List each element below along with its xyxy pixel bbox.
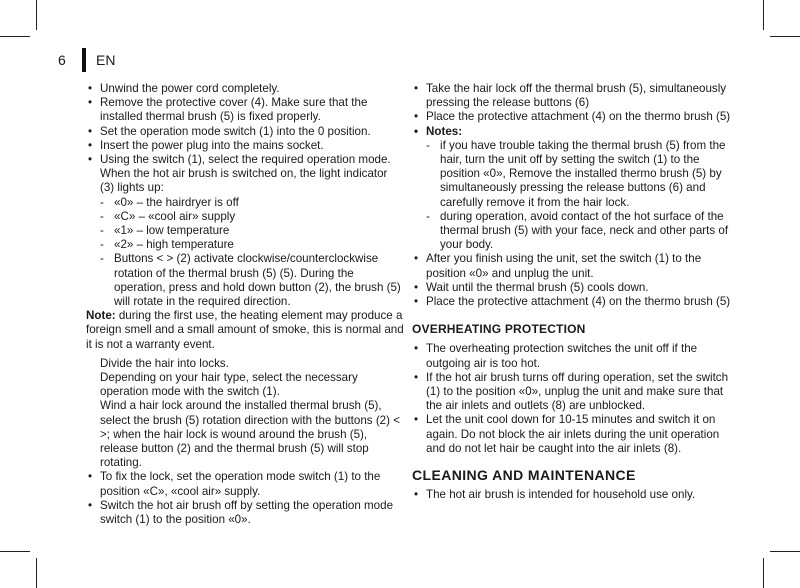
list-item: • Place the protective attachment (4) on the thermo brush (5) [412, 110, 737, 124]
list-item: • Switch the hot air brush off by setting the operation mode switch (1) to the position «0». [86, 499, 404, 527]
note-item: - during operation, avoid contact of the hot surface of the thermal brush (5) with your face, neck and other parts of your body. [412, 210, 737, 253]
cleaning-list [412, 488, 737, 502]
crop-mark [0, 36, 30, 37]
list-item: • Place the protective attachment (4) on the thermo brush (5) [412, 295, 737, 309]
notes-list [412, 139, 737, 253]
mode-item: - Buttons < > (2) activate clockwise/counterclockwise rotation of the thermal brush (5) (5). During the operation, press and hold down button (2), the brush (5) will rotate in the required direction. [86, 252, 404, 309]
instruction-list [86, 470, 404, 527]
crop-mark [36, 0, 37, 30]
crop-mark [763, 558, 764, 588]
note-item: - if you have trouble taking the thermal brush (5) from the hair, turn the unit off by setting the switch (1) to the position «0», Remove the installed thermo brush (5) by simultaneously pressing the release buttons (6) and carefully remove it from the hair lock. [412, 139, 737, 210]
list-item: • Unwind the power cord completely. [86, 82, 404, 96]
cleaning-heading: CLEANING AND MAINTENANCE [412, 467, 636, 484]
step-text: Divide the hair into locks. [100, 356, 229, 370]
list-item: • After you finish using the unit, set the switch (1) to the position «0» and unplug the unit. [412, 252, 737, 280]
list-item: • Take the hair lock off the thermal brush (5), simultaneously pressing the release buttons (6) [412, 82, 737, 110]
page-number: 6 [58, 51, 66, 68]
language-code: EN [96, 51, 116, 68]
mode-item: - «1» – low temperature [86, 224, 404, 238]
left-column [86, 82, 404, 527]
instruction-list [412, 82, 737, 139]
list-item: • The overheating protection switches the unit off if the outgoing air is too hot. [412, 342, 737, 370]
list-item: • Let the unit cool down for 10-15 minutes and switch it on again. Do not block the air inlets during the unit operation and do not let hair be caught into the air inlets (8). [412, 413, 737, 456]
mode-item: - «0» – the hairdryer is off [86, 196, 404, 210]
crop-mark [0, 551, 30, 552]
step-text: Depending on your hair type, select the necessary operation mode with the switch (1). [100, 371, 358, 399]
list-item: • Insert the power plug into the mains socket. [86, 139, 404, 153]
crop-mark [763, 0, 764, 30]
notes-label: • Notes: [412, 125, 737, 139]
crop-mark [770, 36, 800, 37]
list-item: • If the hot air brush turns off during operation, set the switch (1) to the position «0», unplug the unit and make sure that the air inlets and outlets (8) are unblocked. [412, 371, 737, 414]
mode-item: - «2» – high temperature [86, 238, 404, 252]
list-item: • Set the operation mode switch (1) into the 0 position. [86, 125, 404, 139]
note-paragraph [86, 309, 404, 352]
list-item: • Wait until the thermal brush (5) cools down. [412, 281, 737, 295]
list-item: • The hot air brush is intended for household use only. [412, 488, 737, 502]
list-item: • Remove the protective cover (4). Make sure that the installed thermal brush (5) is fixed properly. [86, 96, 404, 124]
note-text: during the first use, the heating element may produce a foreign smell and a small amount of smoke, this is normal and it is not a warranty event. [86, 309, 404, 351]
crop-mark [770, 551, 800, 552]
page-header [58, 48, 115, 72]
overheating-list [412, 342, 737, 456]
steps-block [86, 357, 404, 471]
note-label: Note: [86, 309, 116, 323]
instruction-list [86, 82, 404, 196]
instruction-list [412, 252, 737, 309]
right-column [412, 82, 737, 502]
header-divider [82, 48, 86, 72]
mode-list [86, 196, 404, 310]
list-item: • To fix the lock, set the operation mode switch (1) to the position «C», «cool air» supply. [86, 470, 404, 498]
mode-item: - «C» – «cool air» supply [86, 210, 404, 224]
overheating-heading: OVERHEATING PROTECTION [412, 322, 586, 337]
step-text: Wind a hair lock around the installed thermal brush (5), select the brush (5) rotation direction with the buttons (2) < >; when the hair lock is wound around the brush (5), release button (2) and the thermal brush (5) will stop rotating. [100, 399, 400, 470]
crop-mark [36, 558, 37, 588]
list-item: • Using the switch (1), select the required operation mode. When the hot air brush is switched on, the light indicator (3) lights up: [86, 153, 404, 196]
